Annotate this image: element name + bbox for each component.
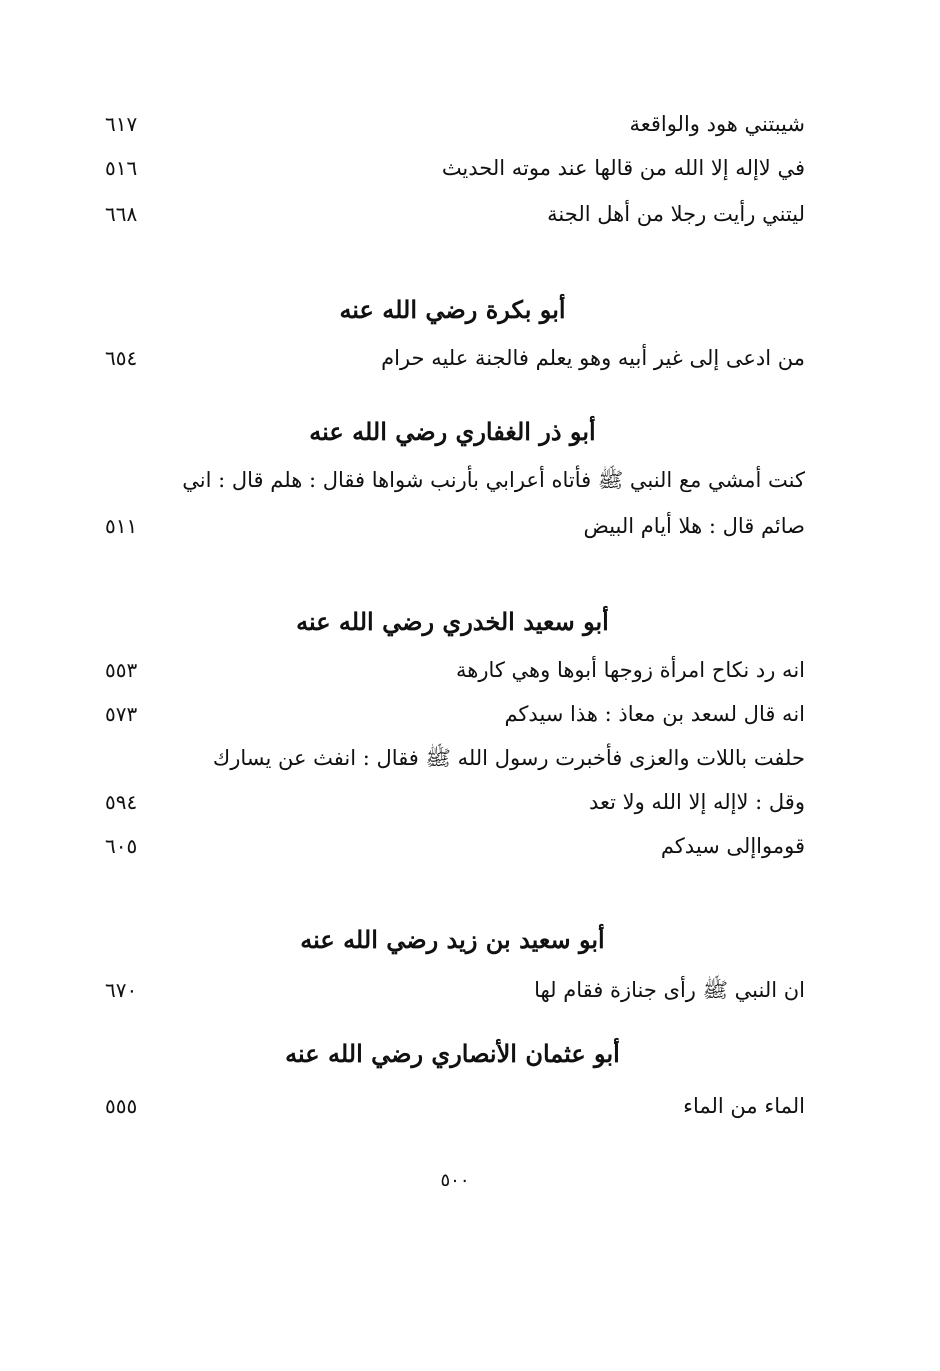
list-item — [100, 694, 805, 738]
list-item — [100, 338, 805, 382]
entry-text: وقل : لاإله إلا الله ولا تعد — [588, 790, 805, 814]
section-heading: أبو عثمان الأنصاري رضي الله عنه — [285, 1039, 620, 1068]
list-item-line — [160, 460, 805, 504]
entry-text: ليتني رأيت رجلا من أهل الجنة — [547, 202, 805, 226]
page-reference: ٦٦٨ — [105, 202, 138, 226]
list-item — [100, 148, 805, 192]
entry-text: الماء من الماء — [683, 1094, 805, 1118]
page-reference: ٥٥٣ — [105, 658, 138, 682]
page-reference: ٥١١ — [105, 514, 138, 538]
entry-text: قومواإلى سيدكم — [660, 834, 805, 858]
page-reference: ٥١٦ — [105, 156, 138, 180]
list-item — [100, 194, 805, 238]
page-reference: ٥٧٣ — [105, 702, 138, 726]
section-heading: أبو سعيد بن زيد رضي الله عنه — [300, 925, 605, 954]
entry-text: كنت أمشي مع النبي ﷺ فأتاه أعرابي بأرنب شواها فقال : هلم قال : اني — [182, 468, 805, 492]
list-item — [100, 826, 805, 870]
list-item — [100, 650, 805, 694]
entry-text: شيبتني هود والواقعة — [629, 112, 805, 136]
page-reference: ٦٥٤ — [105, 346, 138, 370]
entry-text: في لاإله إلا الله من قالها عند موته الحديث — [441, 156, 805, 180]
page-reference: ٥٩٤ — [105, 790, 138, 814]
entry-text: صائم قال : هلا أيام البيض — [583, 514, 805, 538]
list-item — [100, 782, 805, 826]
entry-text: انه قال لسعد بن معاذ : هذا سيدكم — [504, 702, 805, 726]
section-heading: أبو بكرة رضي الله عنه — [339, 295, 566, 324]
list-item — [100, 1086, 805, 1130]
list-item — [100, 970, 805, 1014]
section-heading: أبو ذر الغفاري رضي الله عنه — [309, 417, 596, 446]
entry-text: ان النبي ﷺ رأى جنازة فقام لها — [534, 978, 805, 1002]
page-number: ٥٠٠ — [440, 1170, 470, 1191]
section-heading: أبو سعيد الخدري رضي الله عنه — [296, 607, 609, 636]
page-reference: ٦٠٥ — [105, 834, 138, 858]
list-item-line — [160, 738, 805, 782]
list-item — [100, 104, 805, 148]
entry-text: حلفت باللات والعزى فأخبرت رسول الله ﷺ فقال : انفث عن يسارك — [212, 746, 805, 770]
page-reference: ٥٥٥ — [105, 1094, 138, 1118]
entry-text: انه رد نكاح امرأة زوجها أبوها وهي كارهة — [456, 658, 805, 682]
entry-text: من ادعى إلى غير أبيه وهو يعلم فالجنة عليه حرام — [381, 346, 805, 370]
list-item — [100, 506, 805, 550]
page-reference: ٦١٧ — [105, 112, 138, 136]
page-reference: ٦٧٠ — [105, 978, 138, 1002]
